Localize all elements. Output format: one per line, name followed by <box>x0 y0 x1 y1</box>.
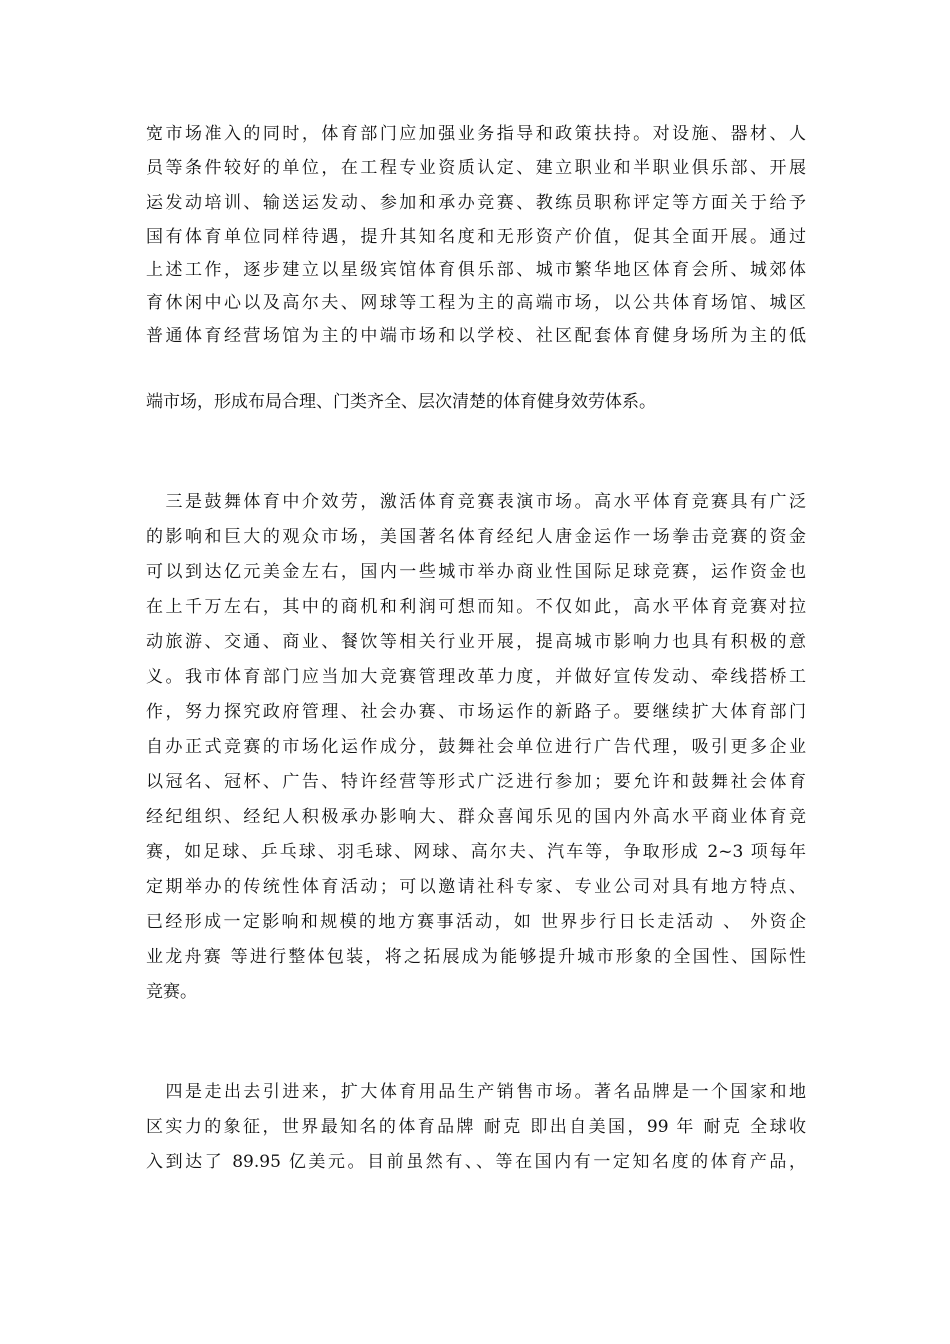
p3-line-2: 区实力的象征，世界最知名的体育品牌 耐克 即出自美国，99 年 耐克 全球收 <box>146 1117 806 1137</box>
p2-line-7: 作，努力探究政府管理、社会办赛、市场运作的新路子。要继续扩大体育部门 <box>146 702 806 722</box>
p2-line-5: 动旅游、交通、商业、餐饮等相关行业开展，提高城市影响力也具有积极的意 <box>146 632 806 652</box>
p1-line-1: 宽市场准入的同时，体育部门应加强业务指导和政策扶持。对设施、器材、人 <box>146 124 806 144</box>
p1-line-6: 育休闲中心以及高尔夫、网球等工程为主的高端市场，以公共体育场馆、城区 <box>146 293 806 313</box>
p1-line-2: 员等条件较好的单位，在工程专业资质认定、建立职业和半职业俱乐部、开展 <box>146 158 806 178</box>
p2-line-6: 义。我市体育部门应当加大竞赛管理改革力度，并做好宣传发动、牵线搭桥工 <box>146 667 806 687</box>
p2-line-13: 已经形成一定影响和规模的地方赛事活动，如 世界步行日长走活动 、 外资企 <box>146 912 806 932</box>
p1-line-7: 普通体育经营场馆为主的中端市场和以学校、社区配套体育健身场所为主的低 <box>146 326 806 346</box>
p3-line-1: 四是走出去引进来，扩大体育用品生产销售市场。著名品牌是一个国家和地 <box>146 1082 806 1102</box>
p1-line-4: 国有体育单位同样待遇，提升其知名度和无形资产价值，促其全面开展。通过 <box>146 227 806 247</box>
p2-line-1: 三是鼓舞体育中介效劳，激活体育竞赛表演市场。高水平体育竞赛具有广泛 <box>146 492 806 512</box>
p2-line-4: 在上千万左右，其中的商机和利润可想而知。不仅如此，高水平体育竞赛对拉 <box>146 597 806 617</box>
p3-line-3: 入到达了 89.95 亿美元。目前虽然有、、等在国内有一定知名度的体育产品， <box>146 1152 806 1172</box>
p2-line-11: 赛，如足球、乒乓球、羽毛球、网球、高尔夫、汽车等，争取形成 2~3 项每年 <box>146 842 806 862</box>
p1-line-3: 运发动培训、输送运发动、参加和承办竞赛、教练员职称评定等方面关于给予 <box>146 193 806 213</box>
p2-line-9: 以冠名、冠杯、广告、特许经营等形式广泛进行参加；要允许和鼓舞社会体育 <box>146 772 806 792</box>
p2-line-12: 定期举办的传统性体育活动；可以邀请社科专家、专业公司对具有地方特点、 <box>146 877 806 897</box>
p1-line-5: 上述工作，逐步建立以星级宾馆体育俱乐部、城市繁华地区体育会所、城郊体 <box>146 260 806 280</box>
p2-line-14: 业龙舟赛 等进行整体包装，将之拓展成为能够提升城市形象的全国性、国际性 <box>146 947 806 967</box>
p2-line-15: 竞赛。 <box>146 982 197 1002</box>
p2-line-10: 经纪组织、经纪人积极承办影响大、群众喜闻乐见的国内外高水平商业体育竞 <box>146 807 806 827</box>
p2-line-3: 可以到达亿元美金左右，国内一些城市举办商业性国际足球竞赛，运作资金也 <box>146 562 806 582</box>
p2-line-2: 的影响和巨大的观众市场，美国著名体育经纪人唐金运作一场拳击竞赛的资金 <box>146 527 806 547</box>
p1-line-8: 端市场，形成布局合理、门类齐全、层次清楚的体育健身效劳体系。 <box>146 392 656 412</box>
p2-line-8: 自办正式竞赛的市场化运作成分，鼓舞社会单位进行广告代理，吸引更多企业 <box>146 737 806 757</box>
